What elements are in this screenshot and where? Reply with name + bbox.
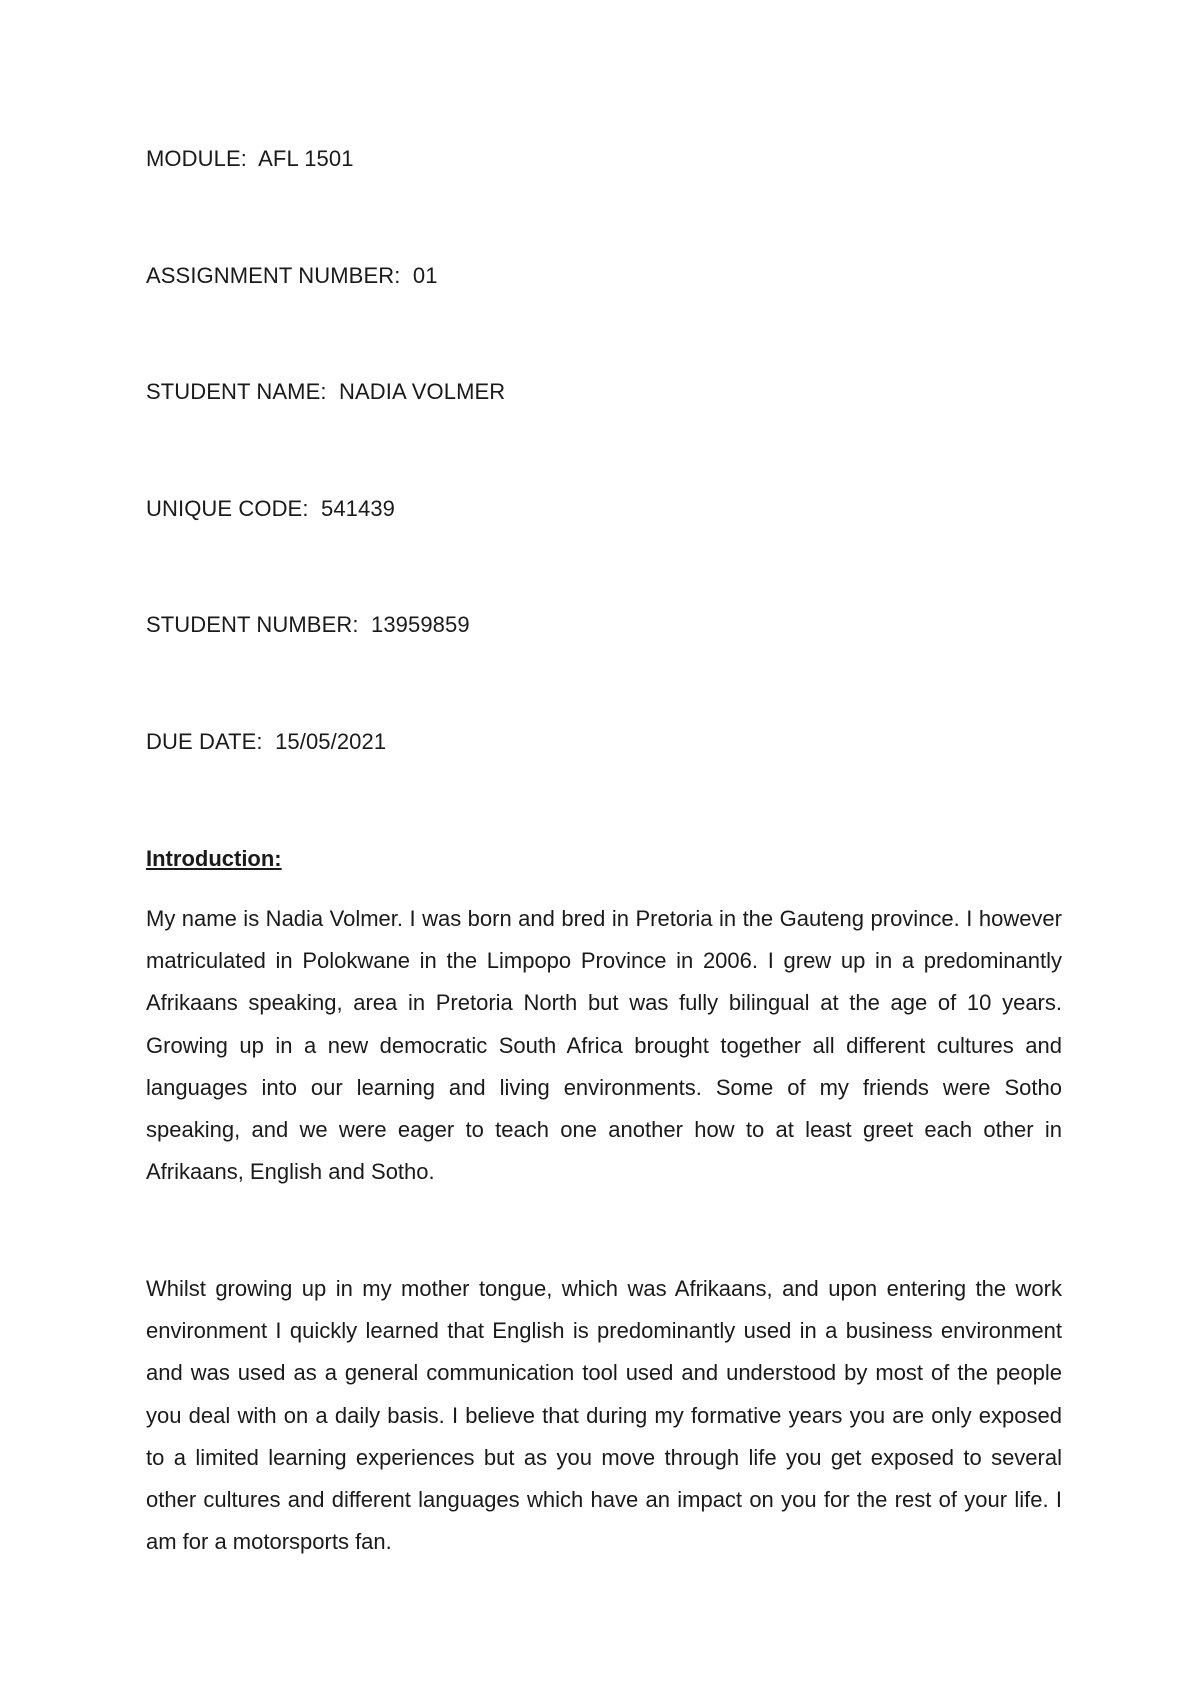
assignment-number-value: 01 [412, 262, 438, 288]
student-number-value: 13959859 [371, 612, 470, 638]
assignment-number-label: ASSIGNMENT NUMBER: [146, 262, 401, 288]
student-name-value: NADIA VOLMER [339, 379, 506, 405]
student-number-label: STUDENT NUMBER: [146, 612, 359, 638]
student-name-line [146, 377, 1062, 407]
due-date-value: 15/05/2021 [275, 728, 387, 754]
due-date-line [146, 727, 1062, 757]
student-number-line [146, 610, 1062, 640]
due-date-label: DUE DATE: [146, 728, 263, 754]
unique-code-line [146, 494, 1062, 524]
unique-code-label: UNIQUE CODE: [146, 495, 309, 521]
introduction-heading: Introduction: [146, 846, 282, 871]
student-name-label: STUDENT NAME: [146, 379, 327, 405]
introduction-paragraph: Whilst growing up in my mother tongue, which was Afrikaans, and upon entering the work environment I quickly learned that English is predominantly used in a business environment and was used as a general communication tool used and understood by most of the people you deal with on a daily basis. I believe that during my formative years you are only exposed to a limited learning experiences but as you move through life you get exposed to several other cultures and different languages which have an impact on you for the rest of your life. I am for a motorsports fan. [146, 1276, 1062, 1555]
module-value: AFL 1501 [258, 146, 354, 171]
introduction-paragraph: My name is Nadia Volmer. I was born and bred in Pretoria in the Gauteng province. I however matriculated in Polokwane in the Limpopo Province in 2006. I grew up in a predominantly Afrikaans speaking, area in Pretoria North but was fully bilingual at the age of 10 years. Growing up in a new democratic South Africa brought together all different cultures and languages into our learning and living environments. Some of my friends were Sotho speaking, and we were eager to teach one another how to at least greet each other in Afrikaans, English and Sotho. [146, 906, 1062, 1185]
assignment-number-line [146, 261, 1062, 291]
cover-details [146, 144, 1062, 757]
unique-code-value: 541439 [321, 495, 396, 521]
module-line [146, 144, 1062, 174]
module-label: MODULE: [146, 146, 247, 171]
